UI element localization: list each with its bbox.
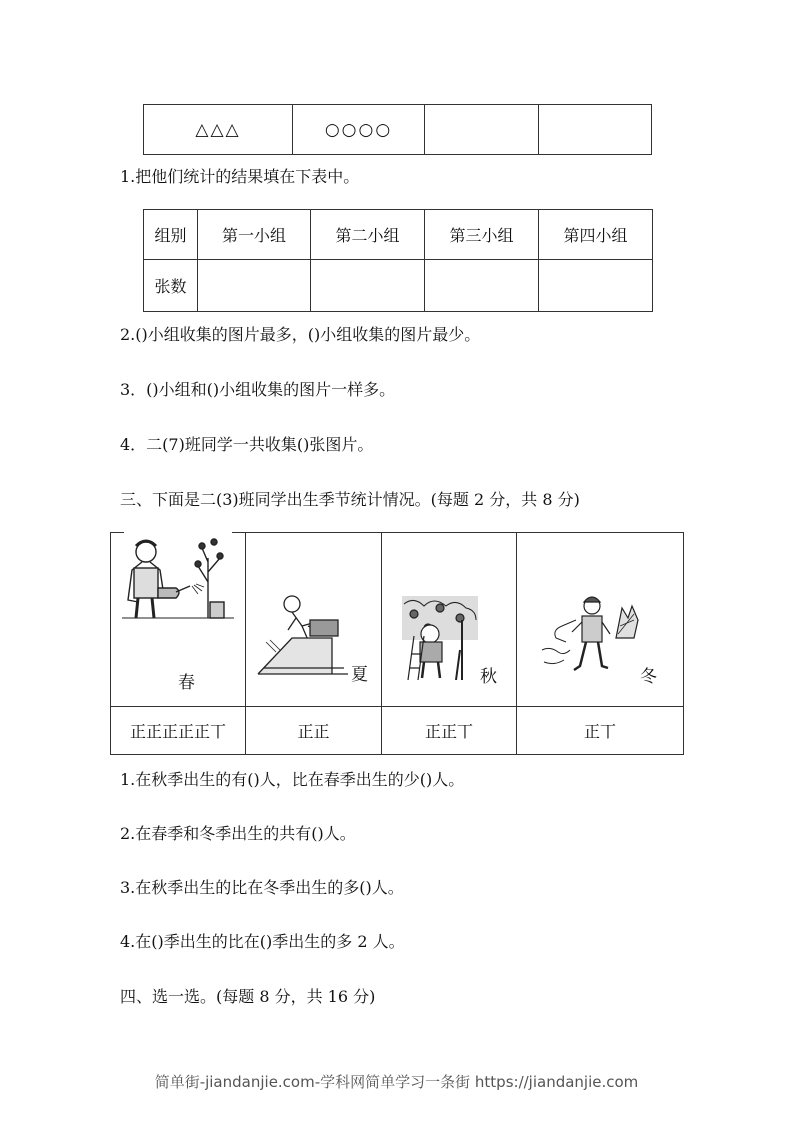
shape-cell-4 [539, 105, 652, 155]
question-2: 2.()小组收集的图片最多，()小组收集的图片最少。 [120, 325, 481, 344]
shape-cell-3 [425, 105, 539, 155]
season-question-2: 2.在春季和冬季出生的共有()人。 [120, 824, 356, 843]
section-4-title: 四、选一选。(每题 8 分，共 16 分) [120, 987, 376, 1006]
shape-cell-1: △△△ [144, 105, 293, 155]
group-header-1: 第一小组 [198, 210, 311, 260]
count-cell-3[interactable] [425, 260, 539, 312]
count-cell-2[interactable] [311, 260, 425, 312]
group-count-table [143, 209, 653, 312]
group-header-2: 第二小组 [311, 210, 425, 260]
count-row-label: 张数 [144, 260, 198, 312]
question-3: 3．()小组和()小组收集的图片一样多。 [120, 380, 396, 399]
shape-cell-2: ○○○○ [293, 105, 425, 155]
season-label-autumn: 秋 [480, 667, 497, 687]
tally-summer: 正正 [246, 707, 382, 755]
season-label-winter: 冬 [640, 667, 657, 687]
group-header-label: 组别 [144, 210, 198, 260]
season-question-3: 3.在秋季出生的比在冬季出生的多()人。 [120, 878, 404, 897]
tally-spring: 正正正正正丅 [111, 707, 246, 755]
group-header-4: 第四小组 [539, 210, 653, 260]
section-3-title: 三、下面是二(3)班同学出生季节统计情况。(每题 2 分，共 8 分) [120, 490, 580, 509]
question-4: 4．二(7)班同学一共收集()张图片。 [120, 435, 374, 454]
tally-winter: 正丅 [517, 707, 684, 755]
count-cell-1[interactable] [198, 260, 311, 312]
season-question-1: 1.在秋季出生的有()人，比在春季出生的少()人。 [120, 770, 465, 789]
footer-watermark: 简单街-jiandanjie.com-学科网简单学习一条街 https://jiandanjie.com [154, 1073, 639, 1091]
spring-illustration [122, 532, 234, 620]
top-shape-table [143, 104, 652, 155]
count-cell-4[interactable] [539, 260, 653, 312]
season-question-4: 4.在()季出生的比在()季出生的多 2 人。 [120, 932, 405, 951]
tally-autumn: 正正丅 [382, 707, 517, 755]
winter-illustration [540, 592, 644, 678]
group-header-3: 第三小组 [425, 210, 539, 260]
autumn-illustration [400, 594, 482, 680]
season-label-spring: 春 [178, 673, 195, 693]
summer-illustration [256, 590, 352, 678]
question-1: 1.把他们统计的结果填在下表中。 [120, 167, 360, 186]
season-label-summer: 夏 [351, 665, 368, 685]
